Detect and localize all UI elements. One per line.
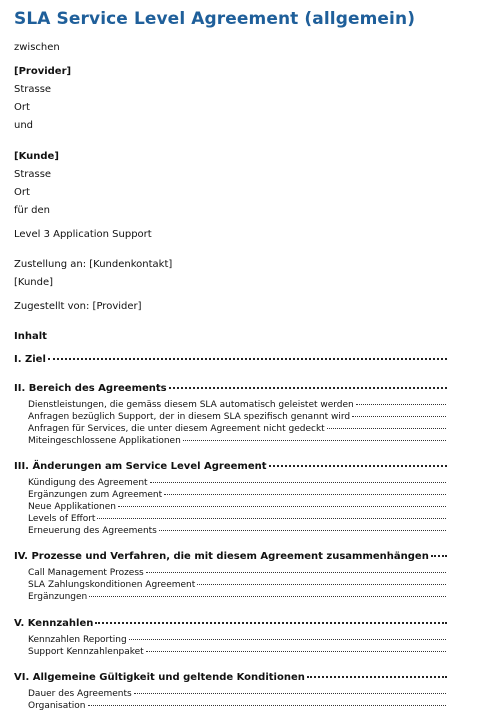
toc-item-label: Erneuerung des Agreements [28, 526, 157, 536]
toc-section-title: I. Ziel [14, 354, 46, 365]
between-text: zwischen [14, 42, 60, 53]
provider-city: Ort [14, 102, 30, 113]
toc-item-label: Ergänzungen zum Agreement [28, 490, 163, 500]
toc-leader [146, 641, 446, 652]
delivery-to: Zustellung an: [Kundenkontakt] [14, 259, 173, 270]
toc-leader [159, 520, 446, 531]
toc-leader [327, 418, 446, 429]
toc-item-label: Dauer des Agreements [28, 689, 132, 699]
toc-leader [197, 574, 446, 585]
toc-leader [183, 430, 446, 441]
toc-leader [88, 695, 446, 706]
toc-leader [48, 346, 447, 360]
toc-item[interactable] [28, 522, 446, 537]
toc-section-title: II. Bereich des Agreements [14, 383, 167, 394]
toc-leader [431, 543, 447, 557]
toc-leader [95, 610, 447, 624]
toc-section[interactable] [14, 348, 447, 366]
toc-item-label: Kündigung des Agreement [28, 478, 148, 488]
toc-item[interactable] [28, 643, 446, 658]
service-name: Level 3 Application Support [14, 229, 152, 240]
toc-item-label: Support Kennzahlenpaket [28, 647, 144, 657]
toc-item-label: Organisation [28, 701, 86, 711]
customer-city: Ort [14, 187, 30, 198]
toc-item-label: Kennzahlen Reporting [28, 635, 127, 645]
toc-section[interactable] [14, 377, 447, 395]
toc-item-label: Anfragen bezüglich Support, der in diesem SLA spezifisch genannt wird [28, 412, 351, 422]
toc-item-label: Levels of Effort [28, 514, 96, 524]
toc-section-title: V. Kennzahlen [14, 618, 94, 629]
toc-leader [129, 629, 446, 640]
toc-leader [356, 394, 446, 405]
toc-leader [97, 508, 446, 519]
for-text: für den [14, 205, 50, 216]
provider-placeholder: [Provider] [14, 66, 72, 77]
toc-leader [134, 683, 446, 694]
and-text: und [14, 120, 34, 131]
toc-leader [89, 586, 446, 597]
delivered-by: Zugestellt von: [Provider] [14, 301, 142, 312]
toc-leader [146, 562, 446, 573]
toc-section[interactable] [14, 455, 447, 473]
toc-section-title: VI. Allgemeine Gültigkeit und geltende Konditionen [14, 672, 305, 683]
toc-leader [269, 453, 447, 467]
toc-item-label: Neue Applikationen [28, 502, 117, 512]
document-title: SLA Service Level Agreement (allgemein) [14, 9, 416, 29]
toc-leader [307, 664, 447, 678]
customer-placeholder: [Kunde] [14, 151, 59, 162]
toc-section[interactable] [14, 612, 447, 630]
toc-section-title: III. Änderungen am Service Level Agreement [14, 461, 267, 472]
toc-item-label: Call Management Prozess [28, 568, 144, 578]
toc-leader [352, 406, 446, 417]
toc-leader [169, 375, 447, 389]
toc-item[interactable] [28, 588, 446, 603]
toc-section-title: IV. Prozesse und Verfahren, die mit diesem Agreement zusammenhängen [14, 551, 429, 562]
toc-item-label: SLA Zahlungskonditionen Agreement [28, 580, 196, 590]
toc-heading: Inhalt [14, 331, 47, 342]
toc-item-label: Anfragen für Services, die unter diesem Agreement nicht gedeckt [28, 424, 325, 434]
customer-street: Strasse [14, 169, 52, 180]
toc-item-label: Miteingeschlossene Applikationen [28, 436, 181, 446]
toc-item[interactable] [28, 697, 446, 712]
toc-leader [118, 496, 446, 507]
toc-leader [150, 472, 446, 483]
toc-leader [164, 484, 446, 495]
toc-section[interactable] [14, 545, 447, 563]
toc-item-label: Ergänzungen [28, 592, 88, 602]
toc-section[interactable] [14, 666, 447, 684]
toc-item-label: Dienstleistungen, die gemäss diesem SLA automatisch geleistet werden [28, 400, 354, 410]
toc-item[interactable] [28, 432, 446, 447]
delivery-to-customer: [Kunde] [14, 277, 54, 288]
provider-street: Strasse [14, 84, 52, 95]
